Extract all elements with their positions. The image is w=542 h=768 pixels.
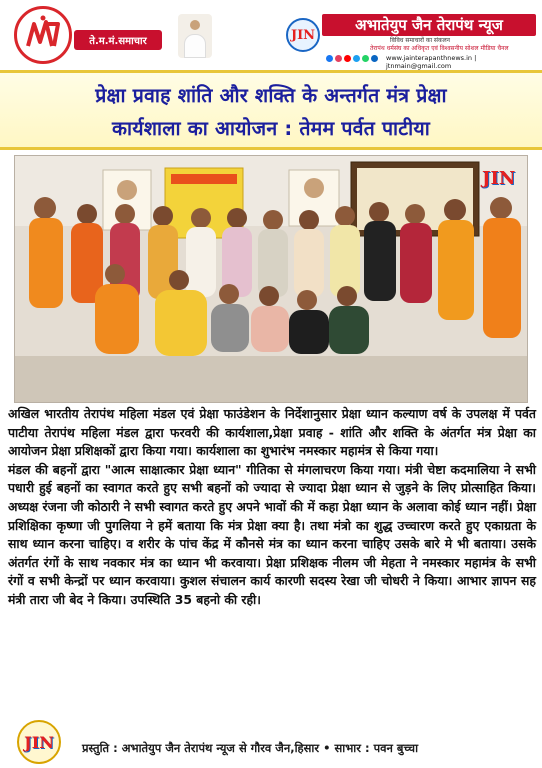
instagram-icon[interactable] bbox=[335, 55, 342, 62]
footer-credit: प्रस्तुति : अभातेयुप जैन तेरापंथ न्यूज से गौरव जैन,हिसार • साभार : पवन बुच्चा bbox=[82, 741, 419, 755]
jin-brand-logo: JIN bbox=[286, 18, 320, 52]
jin-footer-emblem: JIN bbox=[17, 720, 61, 764]
group-photo bbox=[14, 155, 528, 403]
mandal-emblem-icon bbox=[20, 12, 66, 58]
headline-band bbox=[0, 70, 542, 150]
acharya-portrait bbox=[178, 14, 212, 58]
brand-tagline: विविध समाचारों का संकलन bbox=[390, 37, 450, 44]
brand-title: अभातेयुप जैन तेरापंथ न्यूज bbox=[322, 14, 536, 36]
youtube-icon[interactable] bbox=[344, 55, 351, 62]
photo-watermark-logo: JIN bbox=[482, 168, 516, 189]
article-body bbox=[8, 405, 536, 610]
mandal-logo bbox=[14, 6, 72, 64]
linkedin-icon[interactable] bbox=[371, 55, 378, 62]
section-tag: ते.म.मं.समाचार bbox=[74, 30, 162, 50]
facebook-icon[interactable] bbox=[326, 55, 333, 62]
article-paragraph-2: मंडल की बहनों द्वारा "आत्म साक्षात्कार प्रेक्षा ध्यान" गीतिका से मंगलाचरण किया गया। मंत्री चेष्टा कदमालिया ने सभी पधारी हुई बहनों का स्वागत करते हुए सभी बहनों को ज्यादा से ज्यादा प्रेक्षा ध्यान से जुड़ने के लिए प्रोत्साहित किया। अध्यक्ष रंजना जी कोठारी ने सभी स्वागत करते हुए अपने भावों की में कहा प्रेक्षा ध्यान के अलावा कोई ध्यान नहीं। प्रेक्षा प्रशिक्षिका कृष्णा जी पुगलिया ने हमें बताया कि मंत्र प्रेक्षा क्या है। तथा मंत्रो का शुद्ध उच्चारण करते हुए एकाग्रता के साथ ध्यान करना चाहिए। व शरीर के पांच केंद्र में कौनसे मंत्र का ध्यान करना चाहिए उसके बारे मे भी बताया। उसके अंतर्गत रंगों के साथ नवकार मंत्र का ध्यान भी करवाया। प्रेक्षा प्रशिक्षक नीलम जी मेहता ने नमस्कार महामंत्र के सभी रंगों व सभी केन्द्रों पर ध्यान करवाया। कुशल संचालन कार्य कारणी सदस्य रेखा जी चोधरी ने किया। आभार ज्ञापन सह मंत्री तारा जी बेद ने किया। उपस्थिति 35 बहनो की रही। bbox=[8, 461, 537, 607]
footer-logo bbox=[12, 720, 66, 764]
group-photo-illustration bbox=[15, 156, 528, 403]
twitter-icon[interactable] bbox=[353, 55, 360, 62]
brand-subline: तेरापंथ धर्मसंघ का अधिकृत एवं विश्वसनीय सोशल मीडिया चैनल bbox=[370, 45, 509, 52]
headline-line-1: प्रेक्षा प्रवाह शांति और शक्ति के अन्तर्गत मंत्र प्रेक्षा bbox=[95, 84, 447, 107]
article-paragraph-1: अखिल भारतीय तेरापंथ महिला मंडल एवं प्रेक्षा फाउंडेशन के निर्देशानुसार प्रेक्षा ध्यान कल्याण वर्ष के उपलक्ष में पर्वत पाटीया तेरापंथ महिला मंडल द्वारा फरवरी की कार्यशाला,प्रेक्षा प्रवाह - शांति और शक्ति के अंतर्गत मंत्र प्रेक्षा का आयोजन प्रेक्षा प्रशिक्षकों द्वारा किया गया। कार्यशाला का शुभारंभ नमस्कार महामंत्र से किया गया। bbox=[8, 406, 536, 459]
website-contact[interactable]: www.jainterapanthnews.in | jtnmain@gmail.com bbox=[386, 54, 477, 70]
social-icons bbox=[326, 55, 378, 62]
headline-line-2: कार्यशाला का आयोजन : तेमम पर्वत पाटीया bbox=[112, 117, 430, 140]
whatsapp-icon[interactable] bbox=[362, 55, 369, 62]
page-header bbox=[0, 0, 542, 70]
